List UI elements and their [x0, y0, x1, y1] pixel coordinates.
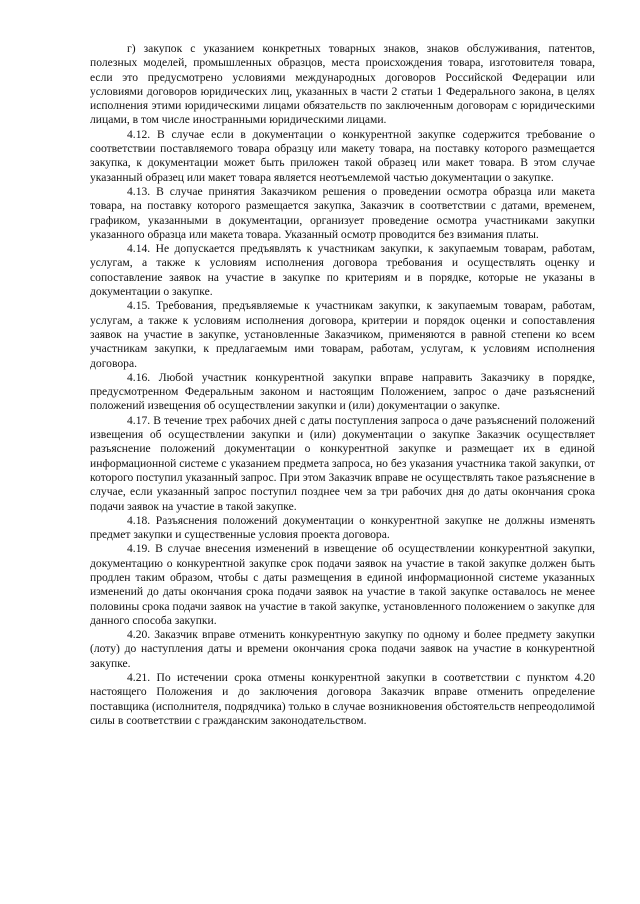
paragraph-4-13: 4.13. В случае принятия Заказчиком решения о проведении осмотра образца или макета товара, на поставку которого размещается закупка, Заказчик в соответствии с датами, временем, графиком, указанными в документации, организует проведение осмотра участниками закупки указанного образца или макета товара. Указанный осмотр проводится без взимания платы. — [90, 184, 595, 241]
paragraph-4-15: 4.15. Требования, предъявляемые к участникам закупки, к закупаемым товарам, работам, услугам, а также к условиям исполнения договора, критерии и порядок оценки и сопоставления заявок на участие в закупке, установленные Заказчиком, применяются в равной степени ко всем участникам закупки, к предлагаемым ими товарам, работам, услугам, к условиям исполнения договора. — [90, 299, 595, 370]
paragraph-4-14: 4.14. Не допускается предъявлять к участникам закупки, к закупаемым товарам, работам, услугам, а также к условиям исполнения договора требования и осуществлять оценку и сопоставление заявок на участие в закупке по критериям и в порядке, которые не указаны в документации о закупке. — [90, 242, 595, 299]
paragraph-4-20: 4.20. Заказчик вправе отменить конкурентную закупку по одному и более предмету закупки (лоту) до наступления даты и времени окончания срока подачи заявок на участие в конкурентной закупке. — [90, 628, 595, 670]
paragraph-4-18: 4.18. Разъяснения положений документации о конкурентной закупке не должны изменять предмет закупки и существенные условия проекта договора. — [90, 513, 595, 542]
paragraph-4-16: 4.16. Любой участник конкурентной закупки вправе направить Заказчику в порядке, предусмотренном Федеральным законом и настоящим Положением, запрос о даче разъяснений положений извещения об осуществлении закупки и (или) документации о закупке. — [90, 370, 595, 413]
paragraph-4-17: 4.17. В течение трех рабочих дней с даты поступления запроса о даче разъяснений положений извещения об осуществлении закупки и (или) документации о закупке Заказчик осуществляет разъяснение положений документации о конкурентной закупке и размещает их в единой информационной системе с указанием предмета запроса, но без указания участника такой закупки, от которого поступил указанный запрос. При этом Заказчик вправе не осуществлять такое разъяснение в случае, если указанный запрос поступил позднее чем за три рабочих дня до даты окончания срока подачи заявок на участие в такой закупке. — [90, 413, 595, 513]
document-page — [90, 42, 595, 728]
paragraph-4-12: 4.12. В случае если в документации о конкурентной закупке содержится требование о соответствии поставляемого товара образцу или макету товара, на поставку которого размещается закупка, к документации может быть приложен такой образец или макет товара. В этом случае указанный образец или макет товара является неотъемлемой частью документации о закупке. — [90, 127, 595, 184]
paragraph-4-21: 4.21. По истечении срока отмены конкурентной закупки в соответствии с пунктом 4.20 настоящего Положения и до заключения договора Заказчик вправе отменить определение поставщика (исполнителя, подрядчика) только в случае возникновения обстоятельств непреодолимой силы в соответствии с гражданским законодательством. — [90, 671, 595, 727]
paragraph-4-19: 4.19. В случае внесения изменений в извещение об осуществлении конкурентной закупки, документацию о конкурентной закупке срок подачи заявок на участие в такой закупке должен быть продлен таким образом, чтобы с даты размещения в единой информационной системе указанных изменений до даты окончания срока подачи заявок на участие в такой закупке оставалось не менее половины срока подачи заявок на участие в такой закупке, установленного положением о закупке для данного способа закупки. — [90, 542, 595, 627]
paragraph-subitem-g: г) закупок с указанием конкретных товарных знаков, знаков обслуживания, патентов, полезных моделей, промышленных образцов, места происхождения товара, изготовителя товара, если это предусмотрено условиями международных договоров Российской Федерации или условиями договоров юридических лиц, указанных в части 2 статьи 1 Федерального закона, в целях исполнения этими юридическими лицами обязательств по заключенным договорам с юридическими лицами, в том числе иностранными юридическими лицами. — [90, 42, 595, 127]
